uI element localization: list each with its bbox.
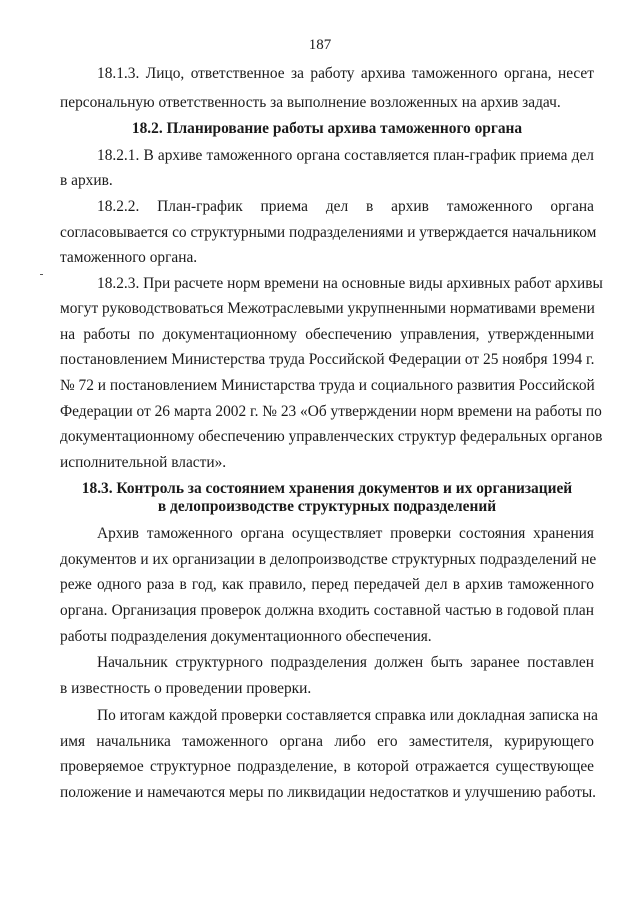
text-line: 18.2.2. План-график приема дел в архив таможенного органа <box>97 198 594 215</box>
text-line: Федерации от 26 марта 2002 г. № 23 «Об утверждении норм времени на работы по <box>60 403 602 420</box>
text-line: 18.1.3. Лицо, ответственное за работу архива таможенного органа, несет <box>97 65 594 82</box>
text-line: могут руководствоваться Межотраслевыми укрупненными нормативами времени <box>60 300 595 317</box>
text-line: документов и их организации в делопроизводстве структурных подразделений не <box>60 551 597 568</box>
section-heading-line-2: в делопроизводстве структурных подразделений <box>157 498 497 515</box>
text-line: 18.2.1. В архиве таможенного органа составляется план-график приема дел <box>97 147 594 164</box>
section-heading: 18.3. Контроль за состоянием хранения документов и их организацией <box>81 480 573 497</box>
margin-mark <box>40 274 43 275</box>
page-number: 187 <box>308 37 332 53</box>
text-line: органа. Организация проверок должна входить составной частью в годовой план <box>60 602 594 619</box>
text-line: имя начальника таможенного органа либо его заместителя, курирующего <box>60 733 594 750</box>
text-line: № 72 и постановлением Министарства труда и социального развития Российской <box>60 377 595 394</box>
text-line: на работы по документационному обеспечению управления, утвержденными <box>60 326 594 343</box>
text-line: Начальник структурного подразделения должен быть заранее поставлен <box>97 654 594 671</box>
text-line: в архив. <box>60 172 113 189</box>
section-heading: 18.2. Планирование работы архива таможенного органа <box>131 120 523 137</box>
text-line: в известность о проведении проверки. <box>60 680 312 697</box>
text-line: проверяемое структурное подразделение, в которой отражается существующее <box>60 758 594 775</box>
text-line: согласовывается со структурными подразделениями и утверждается начальником <box>60 224 597 241</box>
text-line: таможенного органа. <box>60 249 198 266</box>
text-line: работы подразделения документационного обеспечения. <box>60 628 432 645</box>
text-line: По итогам каждой проверки составляется справка или докладная записка на <box>97 707 598 724</box>
text-line: 18.2.3. При расчете норм времени на основные виды архивных работ архивы <box>97 275 603 292</box>
text-line: Архив таможенного органа осуществляет проверки состояния хранения <box>97 525 594 542</box>
text-line: положение и намечаются меры по ликвидации недостатков и улучшению работы. <box>60 784 597 801</box>
text-line: постановлением Министерства труда Российской Федерации от 25 ноября 1994 г. <box>60 351 595 368</box>
text-line: реже одного раза в год, как правило, перед передачей дел в архив таможенного <box>60 576 594 593</box>
text-line: персональную ответственность за выполнение возложенных на архив задач. <box>60 94 561 111</box>
text-line: исполнительной власти». <box>60 454 227 471</box>
text-line: документационному обеспечению управленческих структур федеральных органов <box>60 428 603 445</box>
